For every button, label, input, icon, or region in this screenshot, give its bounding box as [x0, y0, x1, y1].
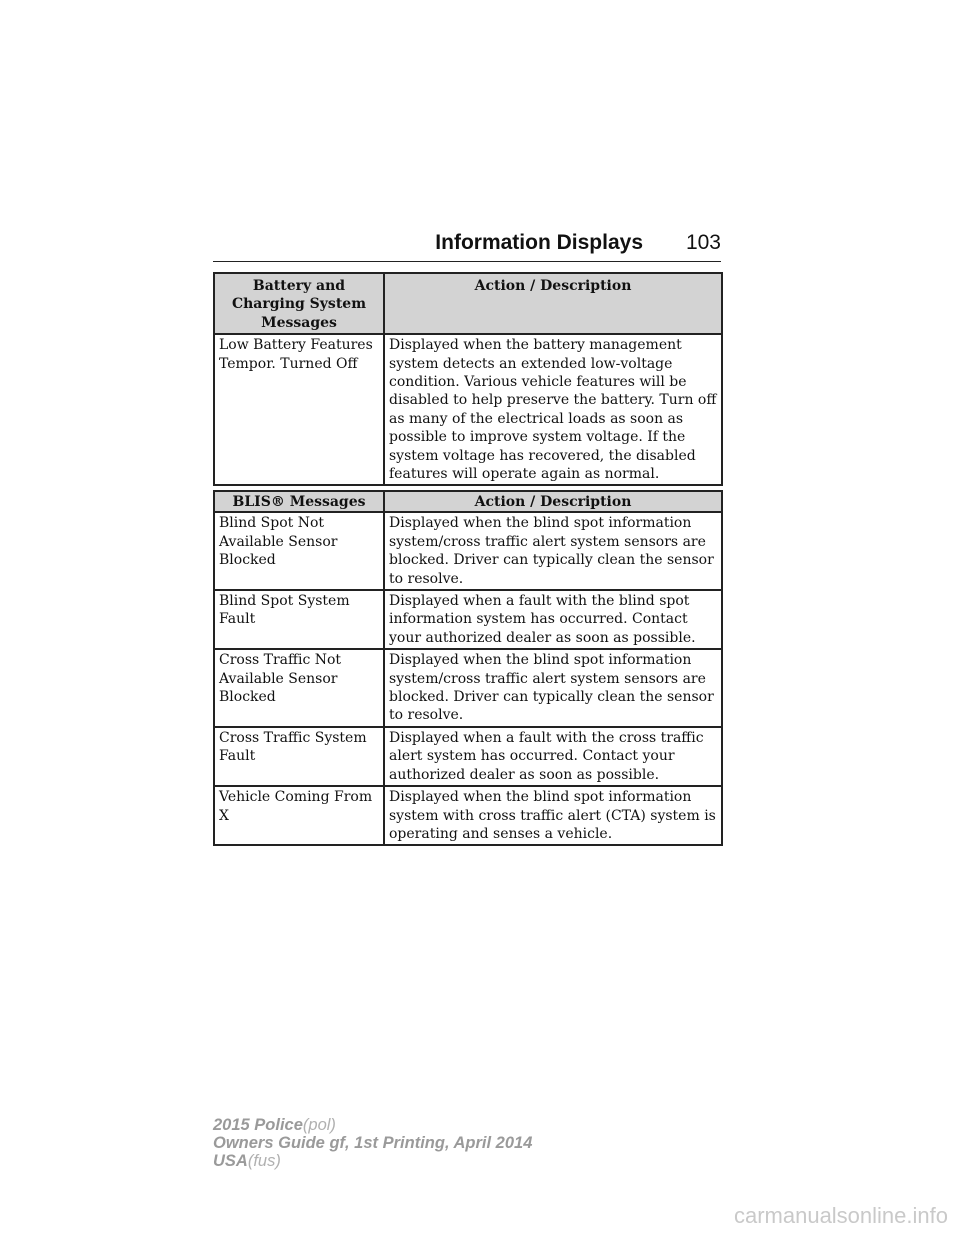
- description-cell: Displayed when the blind spot information system/cross traffic alert system sensors are blocked. Driver can typically clean the sensor to resolve.: [384, 512, 722, 590]
- message-cell: Low Battery Features Tempor. Turned Off: [214, 334, 384, 485]
- table-header-row: [214, 273, 722, 334]
- footer-model-code: (pol): [302, 1116, 336, 1134]
- column-header-message: BLIS® Messages: [214, 491, 384, 512]
- column-header-description: Action / Description: [384, 273, 722, 334]
- footer-line-3: [213, 1152, 532, 1170]
- section-title: Information Displays: [435, 231, 643, 254]
- table-row: [214, 334, 722, 485]
- description-cell: Displayed when the blind spot information system/cross traffic alert system sensors are blocked. Driver can typically clean the sensor to resolve.: [384, 649, 722, 727]
- footer-model: 2015 Police: [213, 1116, 303, 1134]
- battery-messages-table: [213, 272, 723, 486]
- message-cell: Cross Traffic System Fault: [214, 727, 384, 786]
- table-row: [214, 649, 722, 727]
- footer-line-1: [213, 1116, 532, 1134]
- description-cell: Displayed when a fault with the blind spot information system has occurred. Contact your authorized dealer as soon as possible.: [384, 590, 722, 649]
- footer-printing: Owners Guide gf, 1st Printing, April 2014: [213, 1134, 533, 1152]
- message-cell: Vehicle Coming From X: [214, 786, 384, 845]
- footer-market-code: (fus): [247, 1152, 281, 1170]
- page-header: [213, 231, 721, 262]
- column-header-message: Battery and Charging System Messages: [214, 273, 384, 334]
- footer-market: USA: [213, 1152, 248, 1170]
- table-row: [214, 590, 722, 649]
- blis-messages-table: [213, 490, 723, 846]
- watermark: carmanualsonline.info: [733, 1203, 948, 1228]
- column-header-description: Action / Description: [384, 491, 722, 512]
- table-row: [214, 786, 722, 845]
- description-cell: Displayed when a fault with the cross traffic alert system has occurred. Contact your authorized dealer as soon as possible.: [384, 727, 722, 786]
- print-footer: [213, 1116, 532, 1170]
- description-cell: Displayed when the battery management system detects an extended low-voltage condition. Various vehicle features will be disabled to help preserve the battery. Turn off as many of the electrical loads as soon as possible to improve system voltage. If the system voltage has recovered, the disabled features will operate again as normal.: [384, 334, 722, 485]
- message-cell: Blind Spot System Fault: [214, 590, 384, 649]
- footer-line-2: [213, 1134, 532, 1152]
- table-row: [214, 512, 722, 590]
- description-cell: Displayed when the blind spot information system with cross traffic alert (CTA) system is operating and senses a vehicle.: [384, 786, 722, 845]
- page-number: 103: [685, 231, 721, 254]
- message-cell: Cross Traffic Not Available Sensor Blocked: [214, 649, 384, 727]
- table-header-row: [214, 491, 722, 512]
- message-cell: Blind Spot Not Available Sensor Blocked: [214, 512, 384, 590]
- table-row: [214, 727, 722, 786]
